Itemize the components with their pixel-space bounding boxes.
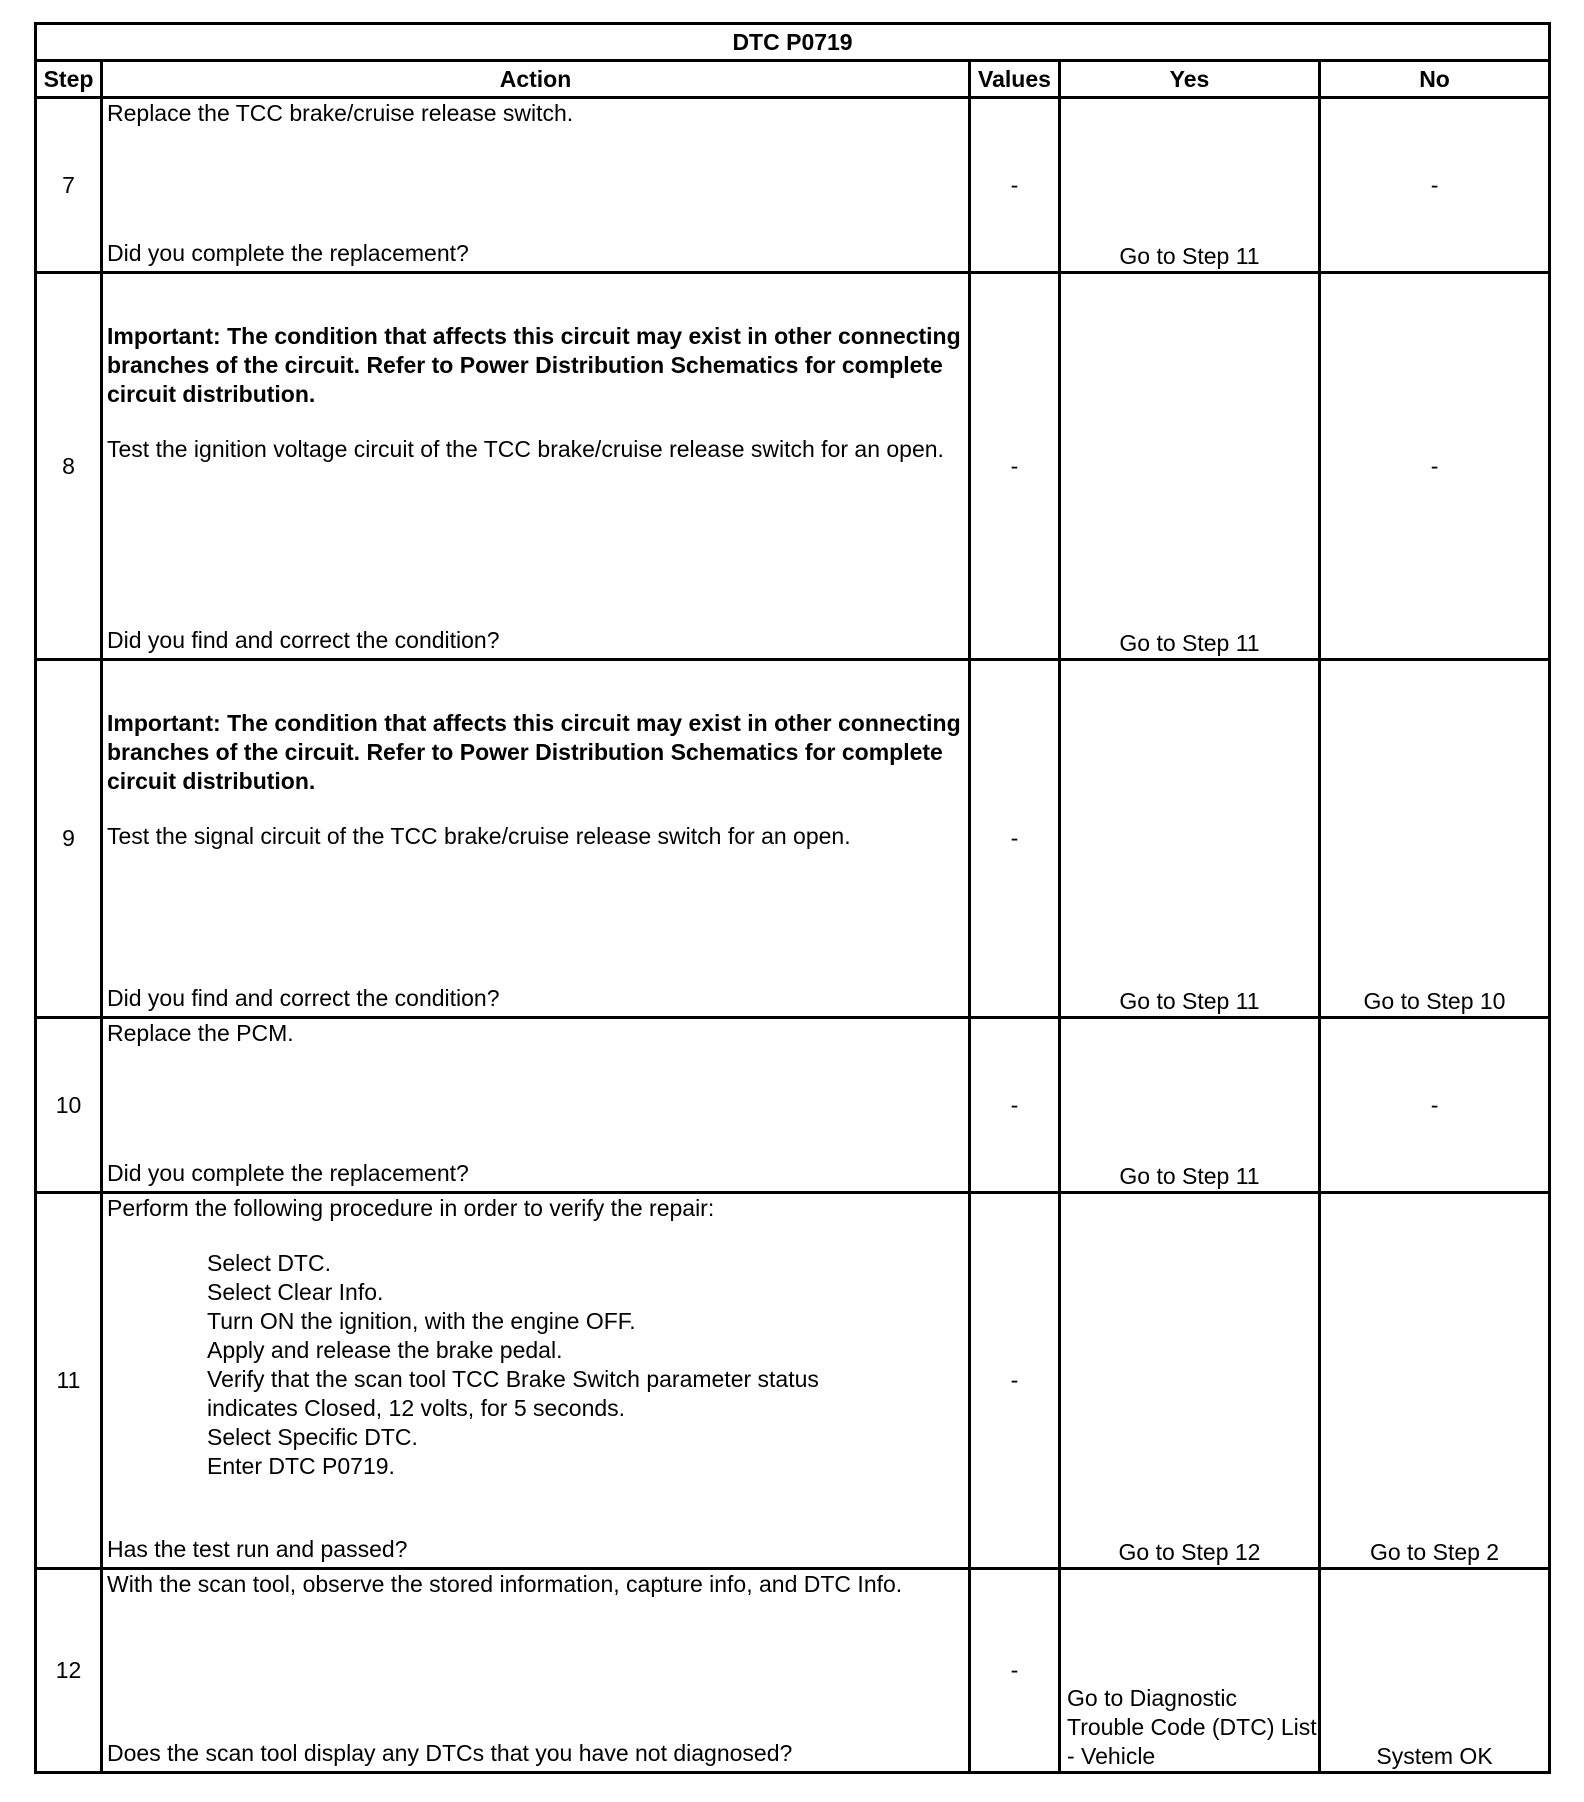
action-cell — [102, 1569, 970, 1773]
no-result: - — [1320, 1018, 1550, 1193]
action-cell — [102, 98, 970, 273]
yes-result: Go to Diagnostic Trouble Code (DTC) List - Vehicle — [1060, 1569, 1320, 1773]
procedure-step: Select Specific DTC. — [207, 1424, 418, 1450]
action-question: Did you find and correct the condition? — [107, 627, 500, 653]
values-cell: - — [970, 1569, 1060, 1773]
table-header-row — [36, 61, 1550, 98]
values-cell: - — [970, 273, 1060, 660]
table-row — [36, 660, 1550, 1018]
procedure-list — [207, 1249, 962, 1481]
table-title: DTC P0719 — [36, 24, 1550, 61]
table-row — [36, 273, 1550, 660]
table-row — [36, 98, 1550, 273]
yes-result: Go to Step 11 — [1060, 98, 1320, 273]
action-intro: With the scan tool, observe the stored information, capture info, and DTC Info. — [107, 1571, 903, 1597]
values-cell: - — [970, 1193, 1060, 1569]
procedure-step: Select Clear Info. — [207, 1279, 384, 1305]
step-number: 11 — [36, 1193, 102, 1569]
step-number: 10 — [36, 1018, 102, 1193]
values-cell: - — [970, 1018, 1060, 1193]
yes-result: Go to Step 11 — [1060, 1018, 1320, 1193]
action-cell — [102, 660, 970, 1018]
important-note: Important: The condition that affects this circuit may exist in other connecting branches of the circuit. Refer to Power Distribution Schematics for complete circuit distribution. — [107, 323, 961, 407]
action-intro: Test the signal circuit of the TCC brake/cruise release switch for an open. — [107, 823, 851, 849]
no-result: - — [1320, 98, 1550, 273]
procedure-step: Apply and release the brake pedal. — [207, 1337, 563, 1363]
dtc-table — [34, 22, 1551, 1774]
action-cell — [102, 1018, 970, 1193]
header-action: Action — [102, 61, 970, 98]
table-title-row — [36, 24, 1550, 61]
step-number: 7 — [36, 98, 102, 273]
no-result: Go to Step 10 — [1320, 660, 1550, 1018]
step-number: 12 — [36, 1569, 102, 1773]
action-cell — [102, 1193, 970, 1569]
header-no: No — [1320, 61, 1550, 98]
values-cell: - — [970, 660, 1060, 1018]
action-question: Did you find and correct the condition? — [107, 985, 500, 1011]
action-intro: Replace the PCM. — [107, 1020, 294, 1046]
action-question: Did you complete the replacement? — [107, 240, 469, 266]
yes-result: Go to Step 12 — [1060, 1193, 1320, 1569]
no-result: Go to Step 2 — [1320, 1193, 1550, 1569]
procedure-step: Verify that the scan tool TCC Brake Switch parameter status indicates Closed, 12 volts, for 5 seconds. — [207, 1366, 819, 1421]
action-intro: Test the ignition voltage circuit of the TCC brake/cruise release switch for an open. — [107, 436, 944, 462]
header-values: Values — [970, 61, 1060, 98]
action-cell — [102, 273, 970, 660]
yes-result: Go to Step 11 — [1060, 660, 1320, 1018]
yes-result: Go to Step 11 — [1060, 273, 1320, 660]
procedure-step: Enter DTC P0719. — [207, 1453, 395, 1479]
action-question: Has the test run and passed? — [107, 1536, 408, 1562]
action-question: Did you complete the replacement? — [107, 1160, 469, 1186]
procedure-step: Turn ON the ignition, with the engine OFF. — [207, 1308, 636, 1334]
procedure-step: Select DTC. — [207, 1250, 331, 1276]
step-number: 8 — [36, 273, 102, 660]
table-row — [36, 1193, 1550, 1569]
table-row — [36, 1018, 1550, 1193]
action-question: Does the scan tool display any DTCs that you have not diagnosed? — [107, 1740, 793, 1766]
action-intro: Replace the TCC brake/cruise release switch. — [107, 100, 574, 126]
step-number: 9 — [36, 660, 102, 1018]
action-intro: Perform the following procedure in order to verify the repair: — [107, 1195, 715, 1221]
no-result: System OK — [1320, 1569, 1550, 1773]
table-row — [36, 1569, 1550, 1773]
important-note: Important: The condition that affects this circuit may exist in other connecting branches of the circuit. Refer to Power Distribution Schematics for complete circuit distribution. — [107, 710, 961, 794]
no-result: - — [1320, 273, 1550, 660]
header-step: Step — [36, 61, 102, 98]
header-yes: Yes — [1060, 61, 1320, 98]
values-cell: - — [970, 98, 1060, 273]
